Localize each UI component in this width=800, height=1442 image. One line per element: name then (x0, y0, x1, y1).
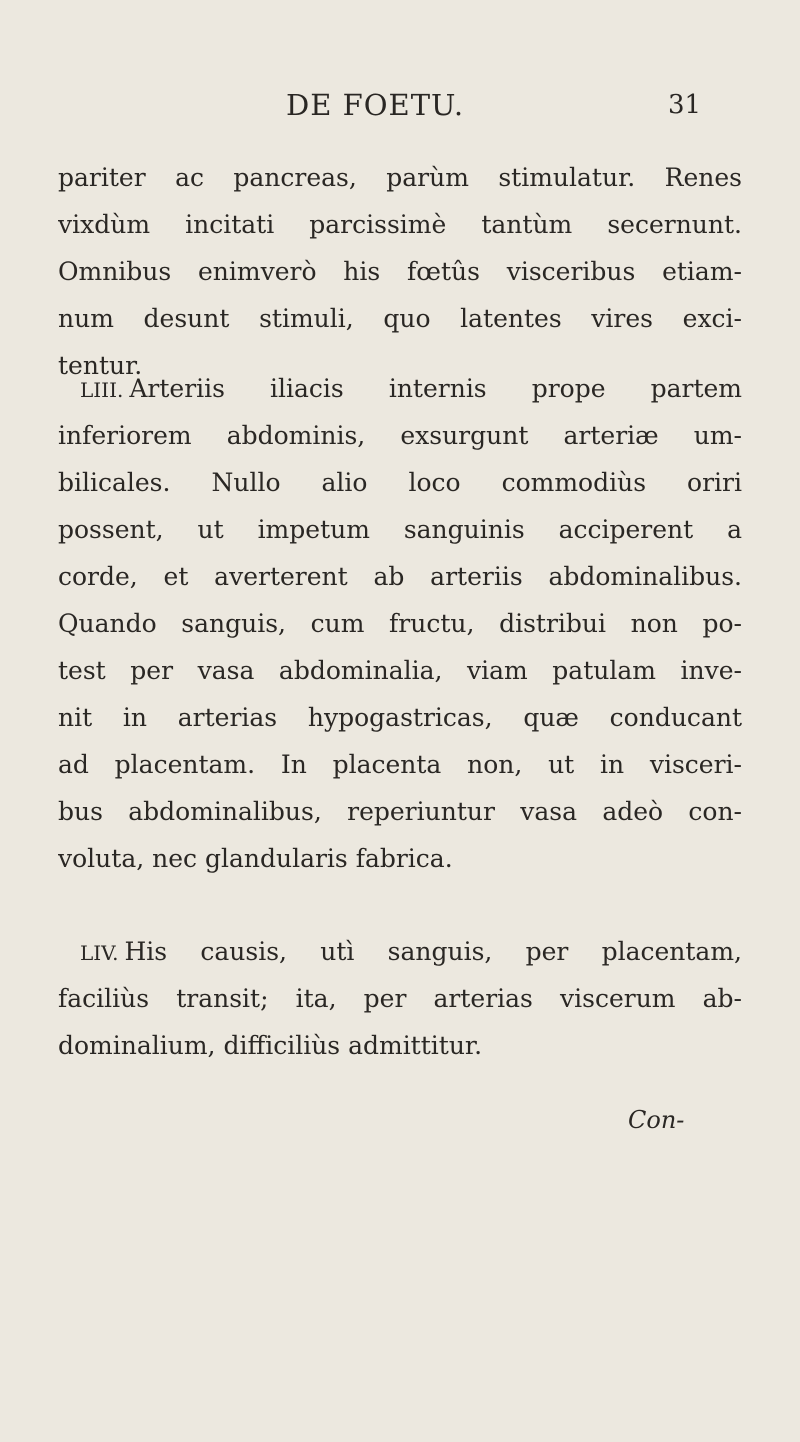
text-line: num desunt stimuli, quo latentes vires exci- (58, 304, 742, 333)
text-line: test per vasa abdominalia, viam patulam inve- (58, 656, 742, 685)
text-line (58, 928, 742, 975)
text-line: ad placentam. In placenta non, ut in visceri- (58, 750, 742, 779)
paragraph-section-53 (58, 365, 742, 882)
text-line: inferiorem abdominis, exsurgunt arteriæ um- (58, 421, 742, 450)
running-head (0, 88, 800, 128)
text-line: possent, ut impetum sanguinis acciperent a (58, 515, 742, 544)
text-line: faciliùs transit; ita, per arterias viscerum ab- (58, 984, 742, 1013)
text-line: dominalium, difficiliùs admittitur. (58, 1031, 483, 1060)
text-line-content: Arteriis iliacis internis prope partem (129, 374, 742, 403)
section-number: LIV. (80, 941, 119, 965)
text-line: corde, et averterent ab arteriis abdominalibus. (58, 562, 742, 591)
text-line: voluta, nec glandularis fabrica. (58, 844, 453, 873)
text-line: Omnibus enimverò his fœtûs visceribus etiam- (58, 257, 742, 286)
page-number: 31 (668, 90, 702, 120)
text-line: vixdùm incitati parcissimè tantùm secernunt. (58, 210, 742, 239)
text-line: tentur. (58, 351, 143, 380)
text-line: bilicales. Nullo alio loco commodiùs oriri (58, 468, 742, 497)
section-number: LIII. (80, 378, 124, 402)
paragraph-continuation (58, 154, 742, 389)
text-line: pariter ac pancreas, parùm stimulatur. Renes (58, 163, 742, 192)
running-title: DE FOETU. (286, 88, 465, 122)
catchword: Con- (628, 1106, 685, 1134)
text-line (58, 365, 742, 412)
text-line: bus abdominalibus, reperiuntur vasa adeò con- (58, 797, 742, 826)
text-line: nit in arterias hypogastricas, quæ conducant (58, 703, 742, 732)
text-line-content: His causis, utì sanguis, per placentam, (124, 937, 742, 966)
text-line: Quando sanguis, cum fructu, distribui non po- (58, 609, 742, 638)
paragraph-section-54 (58, 928, 742, 1069)
